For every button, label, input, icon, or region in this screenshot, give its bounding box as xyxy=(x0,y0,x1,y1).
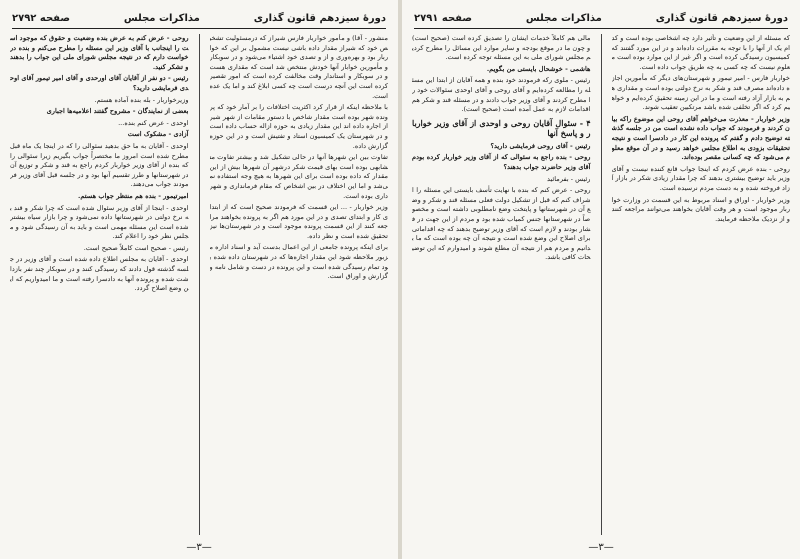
left-page xyxy=(0,0,398,559)
right-header-rule xyxy=(414,28,788,29)
speech-paragraph: هاشمی - خوشحال بایستی من بگویم. xyxy=(486,64,591,73)
right-page-column-divider xyxy=(601,34,602,535)
speech-paragraph: روحی - بنده راجع به سئوالی که از آقای وزیر خواربار کرده بودم آقای وزیر حاضرند جواب بدهند؟ xyxy=(412,153,591,171)
right-page-header xyxy=(414,10,788,26)
left-header-page-number: صفحه ۲۷۹۲ xyxy=(12,12,71,24)
speech-paragraph: اوحدی - آقایان به مجلس اطلاع داده شده است و آقای وزیر در جلسه گذشته قول دادند که رسیدگی کنند و در سوبکار چند نفر بازداشت شده و پرونده آنها به دادسرا رفته است و ما امیدواریم که این وضع اصلاح گردد. xyxy=(10,255,189,293)
left-header-rule xyxy=(12,28,386,29)
right-page-column-2 xyxy=(412,34,591,535)
left-page-header xyxy=(12,10,386,26)
speech-paragraph: بعضی از نمایندگان - مشروح گفتند اعلامیه‌ها اجباری xyxy=(46,107,189,116)
right-header-page-number: صفحه ۲۷۹۱ xyxy=(414,12,473,24)
right-page-columns xyxy=(412,34,790,535)
speech-paragraph: رئیس - صحیح است کاملاً صحیح است. xyxy=(83,243,189,252)
speech-paragraph: وزیرخواربار - بله بنده آماده هستم. xyxy=(94,95,189,104)
right-header-title: دورهٔ سیزدهم قانون گذاری xyxy=(655,12,788,24)
left-page-columns xyxy=(10,34,388,535)
left-page-footer: —۳— xyxy=(186,542,212,553)
speech-paragraph: اوحدی - عرض کنم بنده... xyxy=(118,118,189,127)
speech-paragraph: روحی - بنده عرض کردم که اینجا جواب قانع کننده نیست و آقای وزیر باید توضیح بیشتری بدهند که چرا مقدار زیادی شکر در بازار آزاد فروخته شده و به دست مردم نرسیده است. xyxy=(611,164,790,192)
speech-paragraph: رئیس - ملوی رکه فرمودند خود بنده و همه آقایان از ابتدا این مسئله را مطالعه کرده‌ایم و آقای روحی و آقای اوحدی سئوالات خود را مطرح کردند و آقای وزیر جواب دادند و در مسئله قند و شکر هم اقدامات لازم به عمل آمده است (صحیح است). xyxy=(412,76,591,114)
speech-paragraph: امیرتیمور - بنده هم منتظر جواب هستم. xyxy=(78,191,189,200)
speech-paragraph: رئیس - بفرمائید xyxy=(547,174,591,183)
speech-paragraph: وزیر خواربار - معذرت می‌خواهم آقای روحی این موضوع راکه بیان کردند و فرمودند که جواب داده نشده است من در جلسه گذشته توضیح دادم و گفتم که پرونده این کار در دادسرا است و نتیجه تحقیقات بزودی به اطلاع مجلس خواهد رسید و در آن موقع معلوم می‌شود که چه کسانی مقصر بوده‌اند. xyxy=(611,114,790,162)
speech-paragraph: خواربار فارس - امیر تیمور و شهرستان‌های دیگر که مأمورین اجازه داده‌اند مصرف قند و شکر به نرخ دولتی بوده است و مقداری هم به بازار آزاد رفته است و ما در این زمینه تحقیق کرده‌ایم و خواهیم کرد که اگر تخلفی شده باشد مرتکبین تعقیب شوند. xyxy=(611,74,790,112)
speech-paragraph: تفاوت بین این شهرها آنها در حالی تشکیل شد و بیشتر تفاوت متشابهی بوده است بهای قیمت شکر درشهر آن شهرها بیش از این مقدار که داده بوده است برای این شهرها به هیچ وجه استفاده نمی‌شد و اما این اختلاف در بین اشخاص که مقام فرمانداری و شهرداری بوده است. xyxy=(209,153,388,200)
speech-paragraph: مالی هم کاملاً خدمات ایشان را تصدیق کرده است (صحیح است) و چون ما در موقع بودجه و سایر موارد این مسائل را مطرح کردیم مجلس شورای ملی به این مسئله توجه کرده است. xyxy=(412,34,591,62)
left-header-subtitle: مذاکرات مجلس xyxy=(123,12,200,24)
left-page-column-divider xyxy=(199,34,200,535)
speech-paragraph: وزیر خواربار - ... این قسمت که فرمودند صحیح است که از ابتدای کار و ابتدای تصدی و در این مورد هم اگر به پرونده بخواهند مراجعه کنند از این قسمت پرونده موجود است و در شهرستان‌ها نیز تحقیق شده است و نظر داده. xyxy=(209,203,388,240)
speech-paragraph: وزیر خواربار - اوراق و اسناد مربوط به این قسمت در وزارت خواربار موجود است و هر وقت آقایان بخواهند می‌توانند مراجعه کنند و از نزدیک ملاحظه فرمایند. xyxy=(611,195,790,223)
speech-paragraph: که مسئله از این وضعیت و تأثیر دارد چه اشخاصی بوده است و کدام یک از آنها را با توجه به مقررات داده‌اند و در این مورد گفتند که کمیسیون رسیدگی کرده است و اگر غیر از این موارد بوده است معلوم نیست که چه کسی به چه طریق جواب داده است. xyxy=(611,34,790,71)
right-page-footer: —۳— xyxy=(588,542,614,553)
speech-paragraph: رئیس - دو نفر از آقایان آقای اورحدی و آقای امیر تیمور آقای اوحدی فرمایشی دارید؟ xyxy=(10,74,189,92)
left-header-title: دورهٔ سیزدهم قانون گذاری xyxy=(253,12,386,24)
speech-paragraph: با ملاحظه اینکه از قرار کرد اکثریت اختلافات را بر آمار خود که پرونده شهر بوده است مقدار شاخص با دستور مقامات از شهر شیراز اجاره داده اند این مقدار زیادی به حوزه ازاله حساب داده است و در شهرستان یک کمیسیون استاد و تفتیش است و در این حوزه گزارش داده. xyxy=(209,103,388,150)
speech-paragraph: اوحدی - اینجا از آقای وزیر سئوال شده است که چرا شکر و قند به نرخ دولتی در شهرستانها داده نمی‌شود و چرا بازار سیاه بیشتر شده است این مسئله مهمی است و باید به آن رسیدگی شود و مجلس نظر خود را اعلام کند. xyxy=(10,203,189,241)
speech-paragraph: آزادی - مشکوک است xyxy=(127,130,189,139)
speech-paragraph: رئیس - آقای روحی فرمایشی دارید؟ xyxy=(490,141,591,150)
speech-paragraph: اوحدی - آقایان به ما حق بدهید سئوالی را که در اینجا یک ماه قبل مطرح شده است امروز ما مختصراً جواب بگیریم زیرا سئوالی را که بنده از آقای وزیر خواربار کردم راجع به قند و شکر و توزیع آن در شهرستانها و طرز تقسیم آنها بود و در جلسه قبل آقای وزیر فرمودند جواب می‌دهند. xyxy=(10,141,189,189)
right-page-column-1 xyxy=(612,34,791,535)
speech-paragraph: روحی - عرض کنم که بنده با نهایت تأسف بایستی این مسئله را اشراف کنم که قبل از تشکیل دولت فعلی مسئله قند و شکر و وضع آن در شهرستانها و پایتخت وضع نامطلوبی داشته است و مخصوصاً در شهرستانها جنس کمیاب شده بود و مردم از این جهت در فشار بودند و لازم است که آقای وزیر توضیح بدهند که چه اقداماتی برای اصلاح این وضع شده است و نتیجه آن چه بوده است که ما بدانیم و مردم هم از نتیجه آن مطلع شوند و امیدوارم که این توضیحات کافی باشد. xyxy=(412,186,591,262)
right-page xyxy=(402,0,800,559)
speech-paragraph: برای اینکه پرونده جامعی از این اعمال بدست آید و اسناد اداره مزبور ملاحظه شود این مقدار اجازه‌ها که در شهرستان داده شده بود تمام رسیدگی شده است و این پرونده در دست و شامل نامه و گزارش و اوراق است. xyxy=(209,243,388,281)
speech-paragraph: منشور - آقا) و مأمور خواربار فارس شیراز که درمسئولیت تشخیص خود که شیراز مقدار داده باشی نیست مشمول بر این که خواربار بود و بهره‌وری و از و تصدی خود اشتیاء می‌شود و در سوبکار و مأمورین خوابار آنها خودش منتخص شد است که مقداری هست و در سوبکار و استاندار وقت مخالفت کرده است که امور تقصیر کرده است این آنچه درست است چه کسی ابلاغ کند و اما یک عده است. xyxy=(209,34,388,100)
left-page-column-2 xyxy=(10,34,189,535)
right-header-subtitle: مذاکرات مجلس xyxy=(525,12,602,24)
section-heading: ۴ - سئوال آقایان روحی و اوحدی از آقای وزیر خواربار و پاسخ آنها xyxy=(412,117,591,139)
speech-paragraph: روحی - عرض کنم به عرض بنده وضعیت و حقوق که موجود است را اینجانب با آقای وزیر این مسئله را مطرح می‌کنم و بنده درخواست دارم که در نتیجه مجلس شورای ملی این جواب را بدهند و تشکر کنید. xyxy=(10,34,189,71)
left-page-column-1 xyxy=(210,34,389,535)
